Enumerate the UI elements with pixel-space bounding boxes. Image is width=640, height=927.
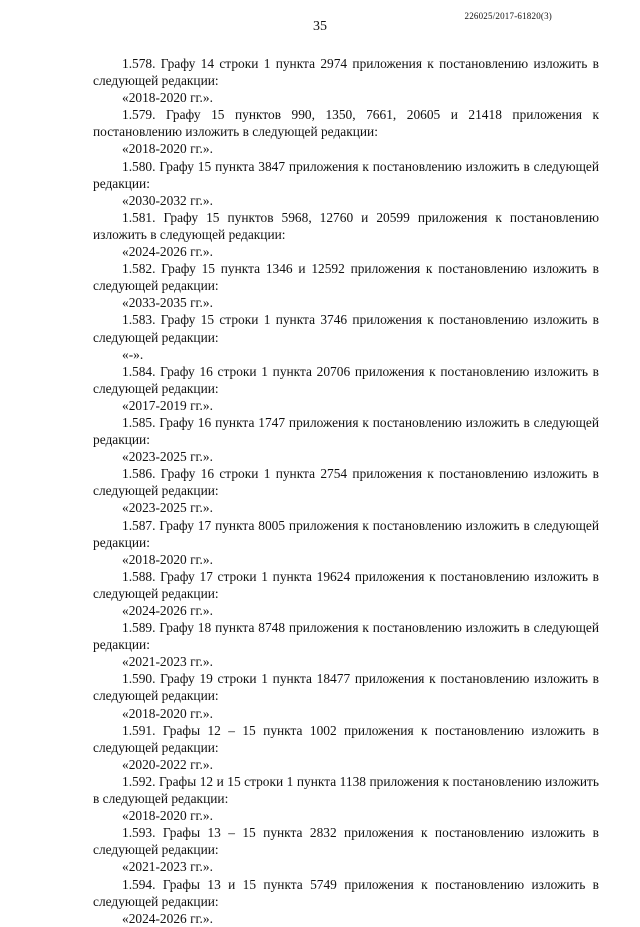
amendment-text: 1.582. Графу 15 пункта 1346 и 12592 приложения к постановлению изложить в следующей редакции:: [93, 261, 599, 294]
amendment-value: «2024-2026 гг.».: [122, 244, 213, 260]
amendment-text: 1.584. Графу 16 строки 1 пункта 20706 приложения к постановлению изложить в следующей редакции:: [93, 363, 599, 396]
amendment-item: [93, 158, 599, 209]
amendment-value: «2018-2020 гг.».: [122, 551, 213, 567]
amendment-value: «2021-2023 гг.».: [122, 859, 213, 875]
amendment-text: 1.583. Графу 15 строки 1 пункта 3746 приложения к постановлению изложить в следующей редакции:: [93, 312, 599, 345]
amendment-value: «2017-2019 гг.».: [122, 397, 213, 413]
amendment-item: [93, 106, 599, 157]
amendment-value: «2021-2023 гг.».: [122, 654, 213, 670]
amendment-text: 1.586. Графу 16 строки 1 пункта 2754 приложения к постановлению изложить в следующей редакции:: [93, 466, 599, 499]
amendment-item: [93, 260, 599, 311]
page-number: 35: [313, 19, 327, 34]
amendment-item: [93, 773, 599, 824]
amendment-text: 1.594. Графы 13 и 15 пункта 5749 приложения к постановлению изложить в следующей редакции:: [93, 876, 599, 909]
amendment-value: «-».: [122, 346, 144, 362]
amendment-text: 1.592. Графы 12 и 15 строки 1 пункта 1138 приложения к постановлению изложить в следующей редакции:: [93, 773, 599, 807]
amendment-value: «2020-2022 гг.».: [122, 756, 213, 772]
document-body: [93, 55, 599, 927]
amendment-item: [93, 722, 599, 773]
amendment-item: [93, 670, 599, 721]
amendment-value: «2023-2025 гг.».: [122, 500, 213, 516]
amendment-text: 1.580. Графу 15 пункта 3847 приложения к постановлению изложить в следующей редакции:: [93, 158, 599, 191]
amendment-value: «2018-2020 гг.».: [122, 808, 213, 824]
amendment-text: 1.589. Графу 18 пункта 8748 приложения к постановлению изложить в следующей редакции:: [93, 620, 599, 653]
amendment-item: [93, 824, 599, 875]
amendment-text: 1.581. Графу 15 пунктов 5968, 12760 и 20599 приложения к постановлению изложить в следующей редакции:: [93, 209, 599, 242]
amendment-item: [93, 619, 599, 670]
amendment-value: «2030-2032 гг.».: [122, 192, 213, 208]
amendment-value: «2018-2020 гг.».: [122, 90, 213, 106]
amendment-item: [93, 465, 599, 516]
amendment-value: «2023-2025 гг.».: [122, 449, 213, 465]
amendment-value: «2024-2026 гг.».: [122, 910, 213, 926]
amendment-item: [93, 414, 599, 465]
amendment-text: 1.579. Графу 15 пунктов 990, 1350, 7661, 20605 и 21418 приложения к постановлению изложить в следующей редакции:: [93, 107, 599, 140]
amendment-text: 1.591. Графы 12 – 15 пункта 1002 приложения к постановлению изложить в следующей редакции:: [93, 722, 599, 755]
amendment-item: [93, 209, 599, 260]
amendment-text: 1.585. Графу 16 пункта 1747 приложения к постановлению изложить в следующей редакции:: [93, 414, 599, 448]
amendment-item: [93, 568, 599, 619]
amendment-value: «2024-2026 гг.».: [122, 603, 213, 618]
amendment-value: «2033-2035 гг.».: [122, 295, 213, 311]
amendment-item: [93, 363, 599, 414]
document-code: 226025/2017-61820(3): [464, 11, 552, 21]
amendment-item: [93, 55, 599, 106]
amendment-text: 1.588. Графу 17 строки 1 пункта 19624 приложения к постановлению изложить в следующей редакции:: [93, 568, 599, 601]
amendment-value: «2018-2020 гг.».: [122, 705, 213, 721]
amendment-item: [93, 876, 599, 927]
amendment-text: 1.593. Графы 13 – 15 пункта 2832 приложения к постановлению изложить в следующей редакции:: [93, 825, 599, 858]
amendment-text: 1.587. Графу 17 пункта 8005 приложения к постановлению изложить в следующей редакции:: [93, 517, 599, 550]
amendment-text: 1.578. Графу 14 строки 1 пункта 2974 приложения к постановлению изложить в следующей редакции:: [93, 56, 599, 89]
amendment-value: «2018-2020 гг.».: [122, 141, 213, 157]
amendment-item: [93, 311, 599, 362]
amendment-item: [93, 517, 599, 568]
amendment-text: 1.590. Графу 19 строки 1 пункта 18477 приложения к постановлению изложить в следующей редакции:: [93, 671, 599, 704]
